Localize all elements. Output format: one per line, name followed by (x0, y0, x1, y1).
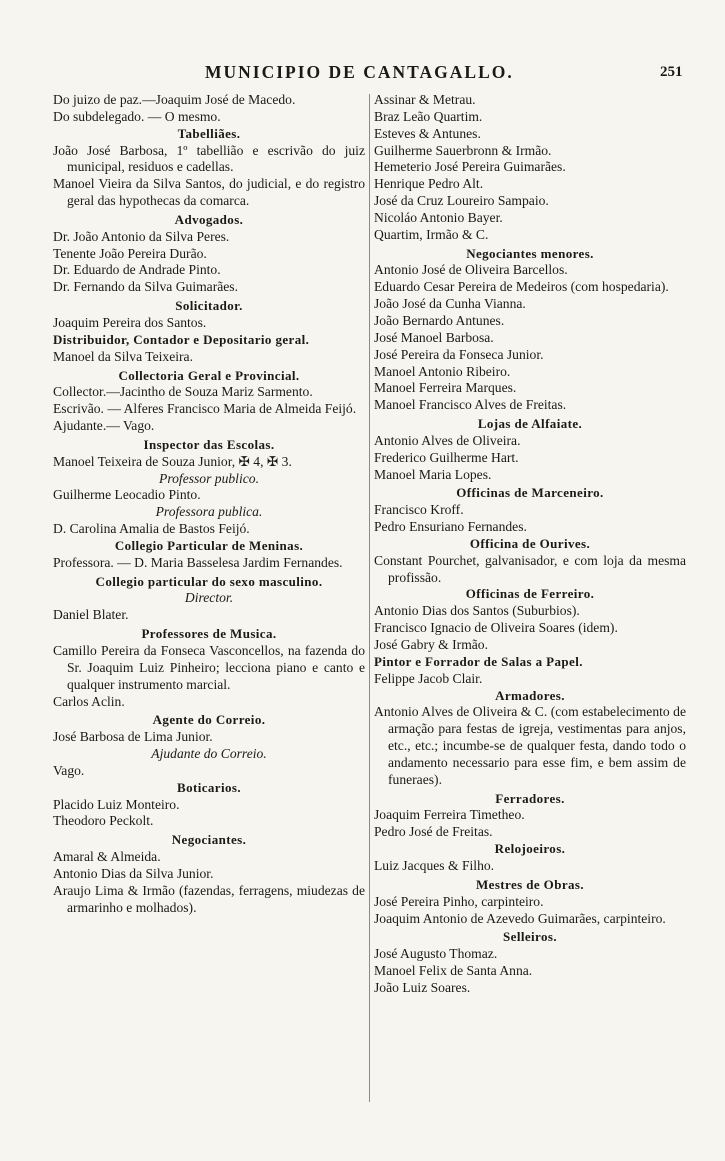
entry: D. Carolina Amalia de Bastos Feijó. (53, 521, 250, 537)
entry: José Barbosa de Lima Junior. (53, 729, 213, 745)
running-title: MUNICIPIO DE CANTAGALLO. (205, 62, 514, 82)
entry: Antonio Alves de Oliveira. (374, 432, 521, 448)
entry: Do subdelegado. — O mesmo. (53, 108, 221, 124)
entry: Joaquim Ferreira Timetheo. (374, 807, 525, 823)
entry: Daniel Blater. (53, 607, 129, 623)
entry: Constant Pourchet, galvanisador, e com loja da mesma profissão. (374, 552, 686, 585)
entry: Luiz Jacques & Filho. (374, 857, 495, 873)
entry: Professora. — D. Maria Basselesa Jardim Fernandes. (53, 554, 343, 570)
section-heading: Solicitador. (175, 298, 243, 314)
entry: Manoel Ferreira Marques. (374, 380, 517, 396)
entry: Vago. (53, 762, 85, 778)
section-heading: Tabelliães. (177, 125, 241, 141)
entry: Manoel Maria Lopes. (374, 466, 492, 482)
section-heading: Pintor e Forrador de Salas a Papel. (374, 653, 583, 669)
section-heading: Professores de Musica. (141, 626, 277, 642)
entry: Antonio Dias da Silva Junior. (53, 865, 214, 881)
entry: Hemeterio José Pereira Guimarães. (374, 159, 566, 175)
entry: Francisco Kroff. (374, 502, 464, 518)
entry: Eduardo Cesar Pereira de Medeiros (com hospedaria). (374, 279, 669, 295)
page-number: 251 (660, 64, 683, 80)
section-heading: Relojoeiros. (494, 841, 566, 857)
entry: Manoel Teixeira de Souza Junior, ✠ 4, ✠ 3. (53, 453, 292, 469)
entry: João Luiz Soares. (374, 979, 471, 995)
entry: Antonio José de Oliveira Barcellos. (374, 262, 568, 278)
subheading: Professora publica. (155, 504, 263, 520)
section-heading: Selleiros. (503, 929, 557, 945)
section-heading: Collegio particular do sexo masculino. (95, 573, 323, 589)
entry: Joaquim Antonio de Azevedo Guimarães, carpinteiro. (374, 910, 666, 926)
entry: Dr. Eduardo de Andrade Pinto. (53, 262, 221, 278)
entry: João Bernardo Antunes. (374, 312, 505, 328)
section-heading: Ferradores. (495, 790, 565, 806)
entry: Araujo Lima & Irmão (fazendas, ferragens, miudezas de armarinho e molhados). (53, 882, 365, 915)
entry: Collector.—Jacintho de Souza Mariz Sarmento. (53, 384, 313, 400)
section-heading: Armadores. (495, 687, 565, 703)
entry: Esteves & Antunes. (374, 125, 481, 141)
entry: Henrique Pedro Alt. (374, 176, 484, 192)
entry: Manoel Antonio Ribeiro. (374, 363, 511, 379)
entry: Dr. João Antonio da Silva Peres. (53, 228, 230, 244)
entry: Pedro José de Freitas. (374, 824, 493, 840)
section-heading: Collectoria Geral e Provincial. (118, 367, 300, 383)
section-heading: Mestres de Obras. (475, 876, 584, 892)
entry: João José da Cunha Vianna. (374, 296, 526, 312)
entry: Amaral & Almeida. (53, 849, 161, 865)
page-header (0, 62, 725, 90)
entry: José Pereira Pinho, carpinteiro. (374, 893, 544, 909)
entry: Joaquim Pereira dos Santos. (53, 314, 207, 330)
section-heading: Officina de Ourives. (469, 535, 591, 551)
section-heading: Inspector das Escolas. (143, 436, 275, 452)
section-heading: Negociantes. (171, 832, 247, 848)
entry: Camillo Pereira da Fonseca Vasconcellos, na fazenda do Sr. Joaquim Luiz Pinheiro; lecciona piano e canto e qualquer instrumento marcial. (53, 643, 365, 692)
section-heading: Negociantes menores. (466, 245, 594, 261)
entry: Escrivão. — Alferes Francisco Maria de Almeida Feijó. (53, 401, 357, 417)
entry: Francisco Ignacio de Oliveira Soares (idem). (374, 620, 618, 636)
section-heading: Distribuidor, Contador e Depositario geral. (53, 331, 310, 347)
entry: Ajudante.— Vago. (53, 418, 155, 434)
section-heading: Boticarios. (177, 779, 241, 795)
entry: José da Cruz Loureiro Sampaio. (374, 193, 549, 209)
section-heading: Lojas de Alfaiate. (477, 416, 583, 432)
section-heading: Officinas de Ferreiro. (465, 586, 595, 602)
subheading: Ajudante do Correio. (151, 746, 267, 762)
entry: José Augusto Thomaz. (374, 946, 498, 962)
entry: Felippe Jacob Clair. (374, 670, 483, 686)
entry: Quartim, Irmão & C. (374, 226, 489, 242)
subheading: Director. (184, 590, 234, 606)
entry: José Gabry & Irmão. (374, 637, 489, 652)
section-heading: Collegio Particular de Meninas. (114, 537, 304, 553)
entry: Manoel da Silva Teixeira. (53, 348, 193, 364)
entry: Manoel Vieira da Silva Santos, do judicial, e do registro geral das hypothecas da comarca. (53, 176, 365, 209)
column-divider (369, 94, 370, 1102)
entry: Theodoro Peckolt. (53, 813, 154, 829)
entry: Assinar & Metrau. (374, 92, 476, 107)
entry: José Manoel Barbosa. (374, 329, 494, 345)
entry: Nicoláo Antonio Bayer. (374, 209, 503, 225)
entry: Dr. Fernando da Silva Guimarães. (53, 279, 238, 295)
entry: Placido Luiz Monteiro. (53, 796, 180, 812)
entry: Guilherme Sauerbronn & Irmão. (374, 142, 552, 158)
entry: Tenente João Pereira Durão. (53, 245, 207, 261)
entry: Manoel Felix de Santa Anna. (374, 963, 533, 979)
entry: Do juizo de paz.—Joaquim José de Macedo. (53, 92, 296, 107)
entry: Antonio Alves de Oliveira & C. (com estabelecimento de armação para festas de igreja, vestimentas para anjos, etc., etc.; incumbe-se de qualquer festa, dando todo o andamento necessario para esse fim, e bem assim de funeraes). (374, 704, 686, 787)
section-heading: Advogados. (174, 211, 244, 227)
section-heading: Agente do Correio. (152, 712, 266, 728)
entry: Pedro Ensuriano Fernandes. (374, 519, 527, 535)
right-column (374, 92, 686, 997)
subheading: Professor publico. (159, 470, 259, 486)
entry: José Pereira da Fonseca Junior. (374, 346, 544, 362)
section-heading: Officinas de Marceneiro. (456, 485, 604, 501)
entry: João José Barbosa, 1º tabellião e escrivão do juiz municipal, residuos e cadellas. (53, 142, 365, 175)
entry: Antonio Dias dos Santos (Suburbios). (374, 603, 580, 619)
entry: Braz Leão Quartim. (374, 108, 483, 124)
entry: Guilherme Leocadio Pinto. (53, 487, 201, 503)
entry: Manoel Francisco Alves de Freitas. (374, 397, 567, 413)
entry: Carlos Aclin. (53, 693, 125, 709)
entry: Frederico Guilherme Hart. (374, 449, 519, 465)
left-column (53, 92, 365, 917)
